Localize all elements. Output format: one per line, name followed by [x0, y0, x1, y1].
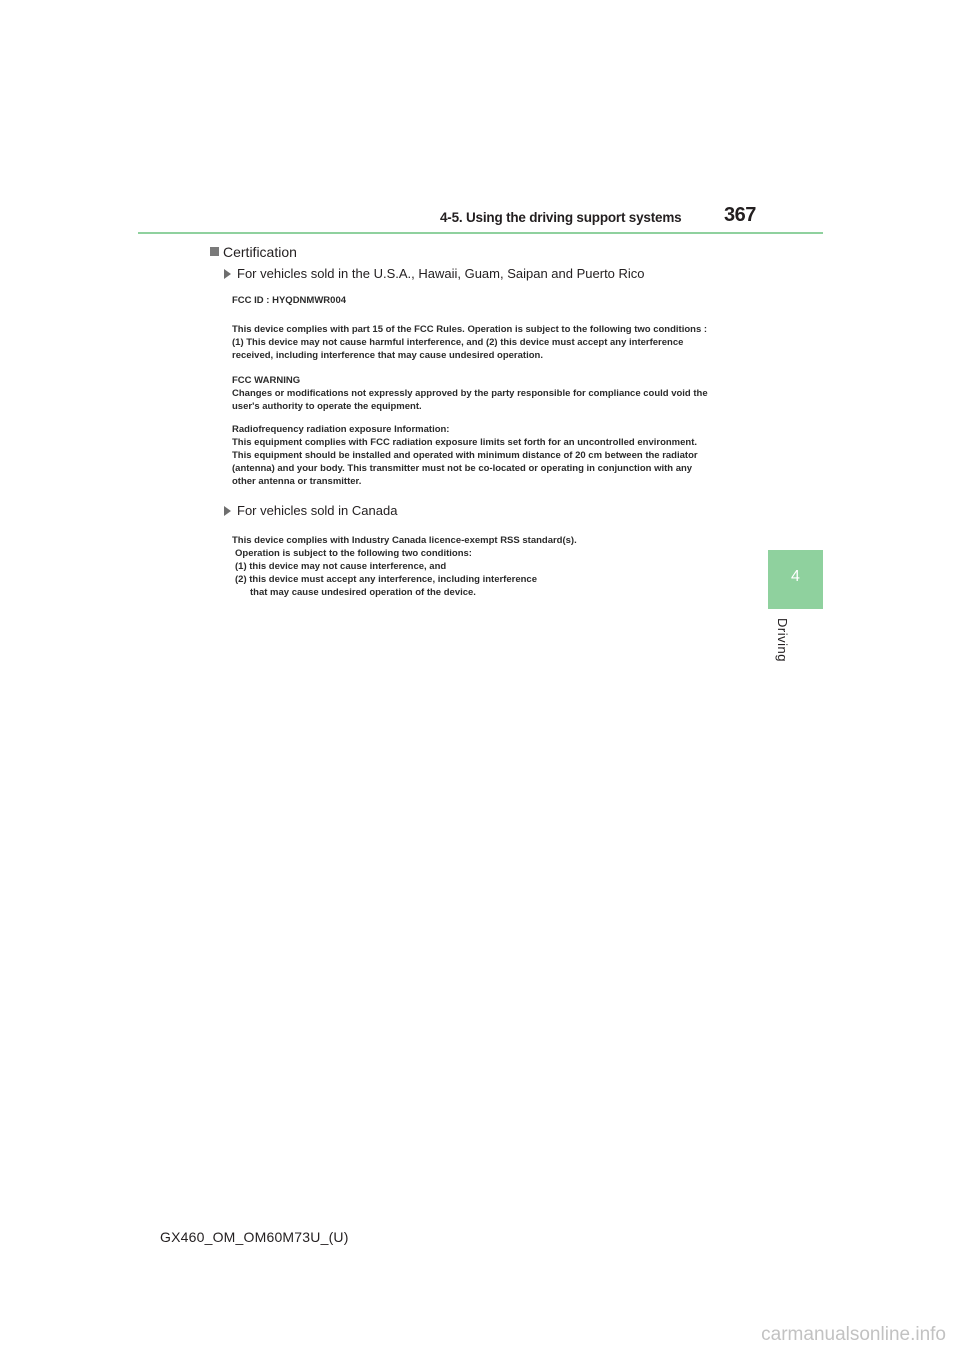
page-number: 367	[724, 204, 756, 226]
chapter-tab	[768, 550, 823, 609]
section-heading	[210, 244, 297, 260]
square-bullet-icon	[210, 247, 219, 256]
fcc-label	[232, 294, 708, 488]
ic-line3: (1) this device may not cause interference, and	[235, 561, 447, 572]
chapter-number: 4	[791, 568, 800, 585]
header-rule	[138, 232, 823, 234]
fcc-para1-line2: (1) This device may not cause harmful interference, and (2) this device must accept any interference	[232, 337, 684, 348]
us-bullet-text: For vehicles sold in the U.S.A., Hawaii, Guam, Saipan and Puerto Rico	[237, 266, 645, 281]
triangle-bullet-icon	[224, 269, 231, 279]
ic-line5: that may cause undesired operation of the device.	[250, 587, 476, 598]
document-code: GX460_OM_OM60M73U_(U)	[160, 1229, 349, 1245]
fcc-warning-line2: user's authority to operate the equipment.	[232, 401, 422, 412]
fcc-rf-line2: This equipment should be installed and operated with minimum distance of 20 cm between the radiator	[232, 450, 698, 461]
heading-text: Certification	[223, 244, 297, 260]
fcc-id: FCC ID : HYQDNMWR004	[232, 295, 347, 306]
ic-line1: This device complies with Industry Canada licence-exempt RSS standard(s).	[232, 535, 577, 546]
fcc-warning-title: FCC WARNING	[232, 375, 301, 386]
ic-label	[232, 534, 577, 599]
fcc-para1-line3: received, including interference that may cause undesired operation.	[232, 350, 543, 361]
fcc-warning-line1: Changes or modifications not expressly approved by the party responsible for compliance could void the	[232, 388, 708, 399]
us-bullet	[224, 266, 645, 281]
fcc-rf-line4: other antenna or transmitter.	[232, 476, 362, 487]
fcc-para1-line1: This device complies with part 15 of the FCC Rules. Operation is subject to the following two conditions :	[232, 324, 708, 335]
fcc-rf-line1: This equipment complies with FCC radiation exposure limits set forth for an uncontrolled environment.	[232, 437, 698, 448]
fcc-rf-line3: (antenna) and your body. This transmitter must not be co-located or operating in conjunction with any	[232, 463, 693, 474]
canada-bullet-text: For vehicles sold in Canada	[237, 503, 398, 518]
fcc-rf-title: Radiofrequency radiation exposure Information:	[232, 424, 450, 435]
ic-line2: Operation is subject to the following two conditions:	[235, 548, 472, 559]
ic-line4: (2) this device must accept any interference, including interference	[235, 574, 537, 585]
triangle-bullet-icon	[224, 506, 231, 516]
canada-bullet	[224, 503, 397, 518]
chapter-label: Driving	[775, 618, 790, 662]
section-title: 4-5. Using the driving support systems	[440, 210, 682, 225]
watermark: carmanualsonline.info	[761, 1324, 946, 1345]
